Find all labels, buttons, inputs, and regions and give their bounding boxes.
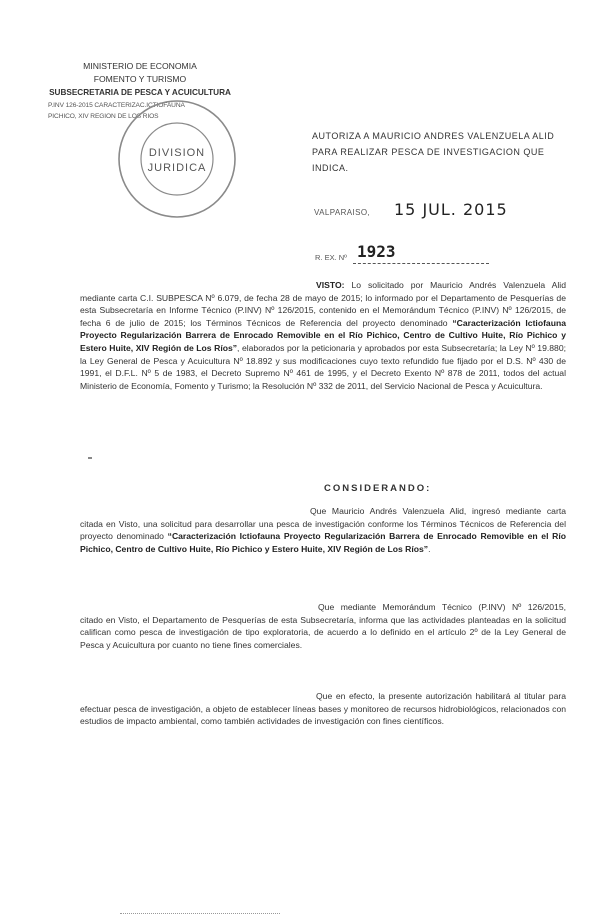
visto-text-b: , elaborados por la peticionaria y aprobados por esta Subsecretaría; la Ley Nº 19.880; la Ley General de Pesca y Acuicultura Nº 18.892 y sus modificaciones cuyo texto refundido fue fijado por el D.S. Nº 430 de 1991, el D.F.L. Nº 5 de 1983, el Decreto Supremo Nº 461 de 1995, y el Decreto Exento Nº 878 de 2011, todos del actual Ministerio de Economía, Fomento y Turismo; la Resolución Nº 332 de 2011, del Servicio Nacional de Pesca y Acuicultura. [80,342,566,391]
visto-text-a: Lo solicitado por Mauricio Andrés Valenzuela Alid mediante carta C.I. SUBPESCA Nº 6.079, de fecha 28 de mayo de 2015; lo informado por el Departamento de Pesquerías de esta Subsecretaría en Informe Técnico (P.INV) Nº 126/2015, contenido en el Memorándum Técnico (P.INV) Nº 126/2015, de fecha 6 de julio de 2015; los Términos Técnicos de Referencia del proyecto denominado [80,280,566,328]
considerando-paragraph-2 [80,601,566,651]
file-reference-line-2: PICHICO, XIV REGION DE LOS RIOS [48,113,159,120]
stamp-text-division: DIVISION [148,147,206,159]
considerando-2-text: Que mediante Memorándum Técnico (P.INV) Nº 126/2015, citado en Visto, el Departamento de Pesquerías de esta Subsecretaría, informa que las actividades planteadas en la solicitud califican como pesca de investigación de tipo exploratoria, de acuerdo a lo definido en el artículo 2º de la Ley General de Pesca y Acuicultura por cuanto no tiene fines comerciales. [80,602,566,650]
resolution-subject: AUTORIZA A MAURICIO ANDRES VALENZUELA ALID PARA REALIZAR PESCA DE INVESTIGACION QUE INDICA. [312,131,555,173]
date-line [314,200,574,226]
date-city: VALPARAISO, [314,208,371,217]
resolution-number [315,240,575,268]
resolution-label: R. EX. Nº [315,253,347,262]
considerando-1-text: Que Mauricio Andrés Valenzuela Alid, ingresó mediante carta citada en Visto, una solicitud para desarrollar una pesca de investigación conforme los Términos Técnicos de Referencia del proyecto denominado [80,506,566,542]
visto-label: VISTO: [316,280,345,290]
stamp-text-juridica: JURIDICA [147,162,207,174]
ministry-name: MINISTERIO DE ECONOMIA [83,61,197,71]
considerando-heading: CONSIDERANDO: [324,483,432,494]
resolution-number-value: 1923 [357,242,396,261]
considerando-1-project-title: “Caracterización Ictiofauna Proyecto Regularización Barrera de Enrocado Removible en el Río Pichico, Centro de Cultivo Huite, Río Pichico y Estero Huite, XIV Región de Los Ríos” [80,531,566,554]
visto-project-title: “Caracterización Ictiofauna Proyecto Regularización Barrera de Enrocado Removible en el Río Pichico, Centro de Cultivo Huite, Río Pichico y Estero Huite, XIV Región de Los Ríos” [80,317,566,353]
visto-paragraph [80,279,566,392]
considerando-3-text: Que en efecto, la presente autorización habilitará al titular para efectuar pesca de investigación, a objeto de establecer líneas bases y monitoreo de recursos hidrobiológicos, relacionados con estudios de impacto ambiental, como también actividades de investigación con fines científicos. [80,691,566,727]
footer-line [120,910,280,914]
file-reference-line-1: P.INV 126-2015 CARACTERIZAC.ICTIOFAUNA [48,102,185,109]
resolution-number-underline [353,263,489,264]
considerando-1-end: . [428,543,431,554]
considerando-paragraph-3 [80,690,566,728]
ministry-subtitle: FOMENTO Y TURISMO [93,74,187,84]
division-juridica-stamp [112,94,242,224]
margin-mark [88,457,92,459]
date-stamp: 15 JUL. 2015 [394,200,508,219]
considerando-paragraph-1 [80,505,566,555]
subsecretaria-name: SUBSECRETARIA DE PESCA Y ACUICULTURA [49,88,231,97]
